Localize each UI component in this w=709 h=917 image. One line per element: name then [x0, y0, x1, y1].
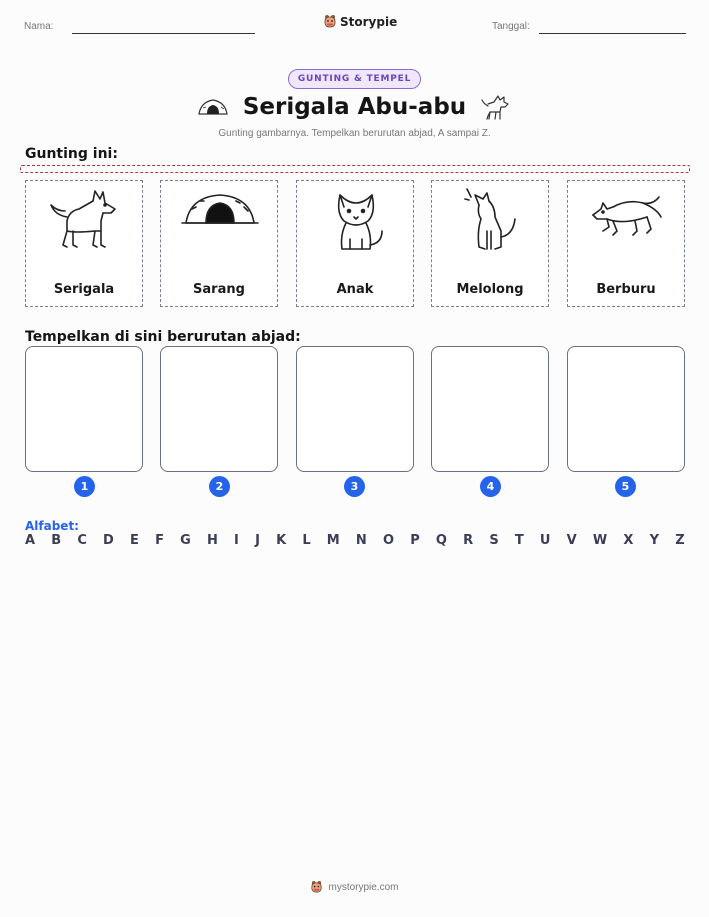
storypie-logo-icon [310, 880, 323, 894]
alphabet-row [25, 533, 685, 548]
paste-slot-3[interactable] [296, 346, 414, 472]
footer-url[interactable]: mystorypie.com [328, 881, 399, 893]
alphabet-letter: P [410, 533, 420, 548]
name-line[interactable] [72, 33, 255, 34]
alphabet-letter: D [103, 533, 114, 548]
card-label: Berburu [596, 282, 656, 297]
alphabet-label: Alfabet: [25, 519, 79, 533]
alphabet-letter: U [539, 533, 551, 548]
den-cave-icon [180, 187, 260, 257]
paste-section-title: Tempelkan di sini berurutan abjad: [25, 329, 301, 345]
alphabet-letter: L [302, 533, 311, 548]
den-cave-icon [197, 98, 229, 116]
howling-wolf-icon [451, 187, 531, 257]
slot-number: 2 [209, 476, 230, 497]
hunting-wolf-icon [587, 187, 667, 257]
alphabet-letter: I [234, 533, 239, 548]
standing-wolf-icon [45, 187, 125, 257]
alphabet-letter: Q [435, 533, 447, 548]
alphabet-letter: K [276, 533, 287, 548]
alphabet-letter: T [514, 533, 524, 548]
brand-name: Storypie [340, 14, 398, 29]
slot-number: 5 [615, 476, 636, 497]
activity-badge: GUNTING & TEMPEL [288, 69, 421, 89]
paste-slot-1[interactable] [25, 346, 143, 472]
alphabet-letter: A [25, 533, 36, 548]
alphabet-letter: G [180, 533, 191, 548]
paste-slot-4[interactable] [431, 346, 549, 472]
cut-card-melolong[interactable] [431, 180, 549, 307]
paste-slot-5[interactable] [567, 346, 685, 472]
alphabet-letter: S [489, 533, 499, 548]
cut-card-sarang[interactable] [160, 180, 278, 307]
cut-section-title: Gunting ini: [25, 146, 118, 162]
alphabet-letter: O [382, 533, 395, 548]
alphabet-letter: R [463, 533, 474, 548]
alphabet-letter: E [130, 533, 139, 548]
date-line[interactable] [539, 33, 686, 34]
alphabet-letter: B [51, 533, 62, 548]
alphabet-letter: C [77, 533, 87, 548]
instructions: Gunting gambarnya. Tempelkan berurutan abjad, A sampai Z. [218, 128, 491, 139]
worksheet-header [0, 14, 709, 38]
slot-number: 1 [74, 476, 95, 497]
cut-line [20, 165, 690, 173]
cut-card-serigala[interactable] [25, 180, 143, 307]
date-label: Tanggal: [492, 21, 530, 32]
cut-card-anak[interactable] [296, 180, 414, 307]
alphabet-letter: J [255, 533, 260, 548]
name-label: Nama: [24, 21, 54, 32]
wolf-pup-icon [316, 187, 396, 257]
alphabet-letter: V [566, 533, 577, 548]
card-label: Sarang [193, 282, 245, 297]
alphabet-letter: N [355, 533, 367, 548]
slot-number: 4 [480, 476, 501, 497]
card-label: Serigala [53, 282, 115, 297]
alphabet-letter: W [592, 533, 608, 548]
alphabet-letter: Z [675, 533, 685, 548]
alphabet-letter: Y [649, 533, 660, 548]
alphabet-letter: F [155, 533, 164, 548]
alphabet-letter: X [623, 533, 634, 548]
brand-logo [323, 14, 397, 29]
paste-slot-2[interactable] [160, 346, 278, 472]
card-label: Anak [336, 282, 374, 297]
slot-number: 3 [344, 476, 365, 497]
page-title: Serigala Abu-abu [242, 94, 467, 120]
title-row [0, 92, 709, 122]
card-label: Melolong [456, 282, 524, 297]
standing-wolf-icon [480, 92, 512, 122]
footer [0, 880, 709, 894]
alphabet-letter: M [326, 533, 340, 548]
cut-card-berburu[interactable] [567, 180, 685, 307]
alphabet-letter: H [206, 533, 218, 548]
storypie-logo-icon [323, 14, 337, 29]
